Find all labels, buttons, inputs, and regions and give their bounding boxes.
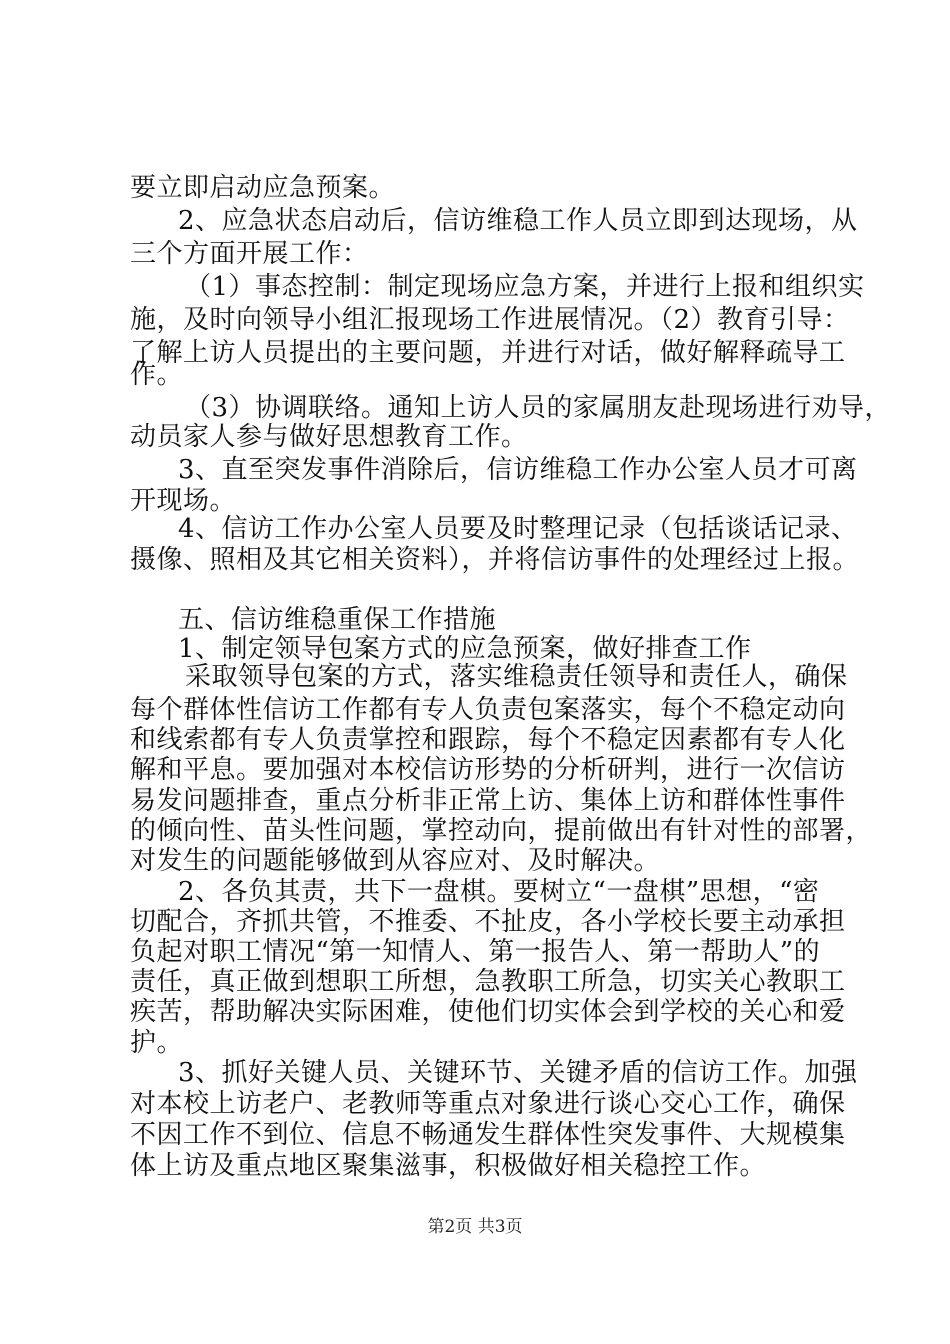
text-line: 三个方面开展工作： xyxy=(130,239,369,269)
text-line: 切配合，齐抓共管，不推委、不扯皮，各小学校长要主动承担 xyxy=(130,907,846,937)
text-line: 3、直至突发事件消除后，信访维稳工作办公室人员才可离 xyxy=(178,455,858,485)
text-line: 对发生的问题能够做到从容应对、及时解决。 xyxy=(130,846,661,876)
subsection-heading: 1、制定领导包案方式的应急预案，做好排查工作 xyxy=(178,634,752,664)
text-line: 2、应急状态启动后，信访维稳工作人员立即到达现场，从 xyxy=(178,206,858,236)
page-number: 第2页 共3页 xyxy=(427,1217,523,1237)
text-line: 作。 xyxy=(130,360,184,390)
text-line: 3、抓好关键人员、关键环节、关键矛盾的信访工作。加强 xyxy=(178,1058,858,1088)
text-line: 不因工作不到位、信息不畅通发生群体性突发事件、大规模集 xyxy=(130,1120,846,1150)
text-line: 动员家人参与做好思想教育工作。 xyxy=(130,422,528,452)
text-line: 2、各负其责，共下一盘棋。要树立“一盘棋”思想，“密 xyxy=(178,877,820,907)
text-line: 体上访及重点地区聚集滋事，积极做好相关稳控工作。 xyxy=(130,1151,767,1181)
text-line: 和线索都有专人负责掌控和跟踪，每个不稳定因素都有专人化 xyxy=(130,725,846,755)
text-line: 易发问题排查，重点分析非正常上访、集体上访和群体性事件 xyxy=(130,786,846,816)
text-line: 摄像、照相及其它相关资料），并将信访事件的处理经过上报。 xyxy=(130,545,860,575)
text-line: （3）协调联络。通知上访人员的家属朋友赴现场进行劝导， xyxy=(185,393,892,423)
text-line: 了解上访人员提出的主要问题，并进行对话，做好解释疏导工 xyxy=(130,338,846,368)
text-line: 疾苦，帮助解决实际困难，使他们切实体会到学校的关心和爱 xyxy=(130,997,846,1027)
section-heading: 五、信访维稳重保工作措施 xyxy=(178,605,497,635)
text-line: 责任，真正做到想职工所想，急教职工所急，切实关心教职工 xyxy=(130,967,846,997)
text-line: 护。 xyxy=(130,1028,184,1058)
text-line: 每个群体性信访工作都有专人负责包案落实，每个不稳定动向 xyxy=(130,695,846,725)
text-line: 施，及时向领导小组汇报现场工作进展情况。（2）教育引导： xyxy=(130,305,850,335)
text-line: （1）事态控制：制定现场应急方案，并进行上报和组织实 xyxy=(185,272,865,302)
text-line: 采取领导包案的方式，落实维稳责任领导和责任人，确保 xyxy=(185,662,848,692)
text-line: 要立即启动应急预案。 xyxy=(130,173,396,203)
text-line: 解和平息。要加强对本校信访形势的分析研判，进行一次信访 xyxy=(130,755,846,785)
text-line: 开现场。 xyxy=(130,486,237,516)
text-line: 4、信访工作办公室人员要及时整理记录（包括谈话记录、 xyxy=(178,514,858,544)
text-line: 负起对职工情况“第一知情人、第一报告人、第一帮助人”的 xyxy=(130,937,821,967)
text-line: 对本校上访老户、老教师等重点对象进行谈心交心工作，确保 xyxy=(130,1089,846,1119)
text-line: 的倾向性、苗头性问题，掌控动向，提前做出有针对性的部署， xyxy=(130,816,873,846)
